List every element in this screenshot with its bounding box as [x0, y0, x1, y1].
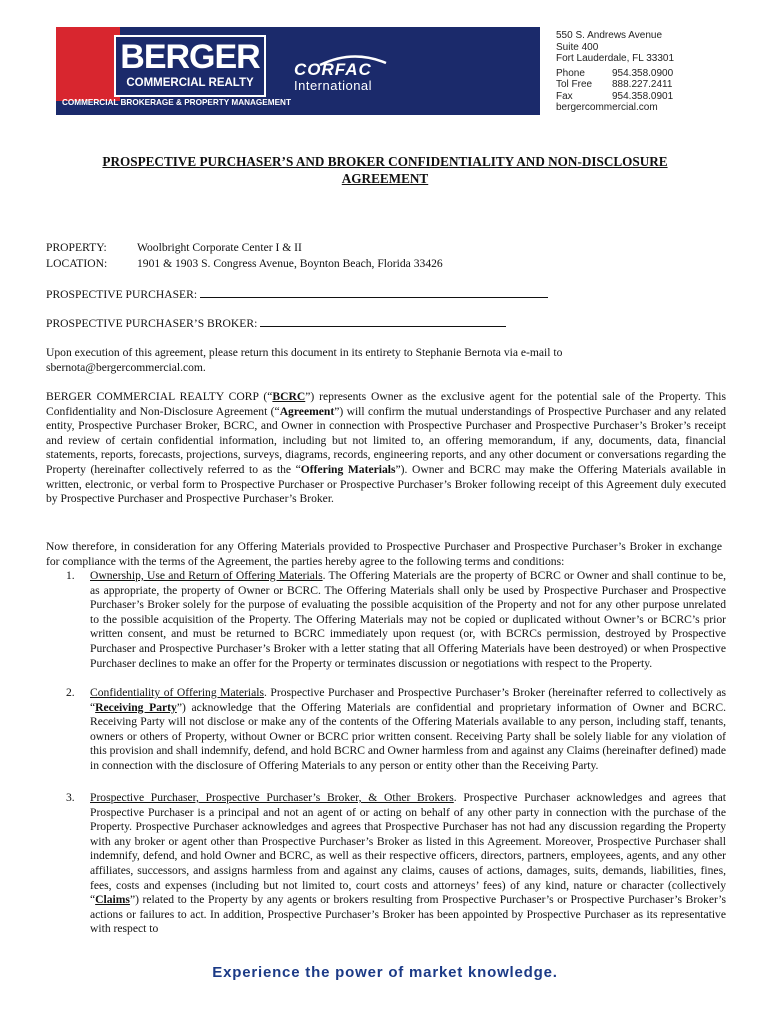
- tollfree-value: 888.227.2411: [612, 79, 673, 91]
- intro-paragraph: [46, 390, 726, 507]
- defined-term-claims: Claims: [95, 893, 130, 907]
- broker-label: PROSPECTIVE PURCHASER’S BROKER:: [46, 317, 258, 330]
- phone-label: Phone: [556, 68, 585, 79]
- list-item: [90, 569, 726, 671]
- footer-tagline: Experience the power of market knowledge.: [212, 964, 558, 981]
- corfac-logo: [294, 61, 394, 93]
- broker-row: [46, 316, 506, 331]
- defined-term-offering-materials: Offering Materials: [300, 462, 396, 476]
- location-row: [46, 256, 443, 271]
- item-number: 2.: [66, 686, 75, 699]
- return-instructions: [46, 346, 736, 375]
- location-value: 1901 & 1903 S. Congress Avenue, Boynton Beach, Florida 33426: [137, 257, 443, 270]
- website: bergercommercial.com: [556, 101, 658, 113]
- corfac-name: CORFAC: [294, 60, 372, 79]
- fax-label: Fax: [556, 90, 573, 102]
- tollfree-row: [556, 79, 673, 90]
- list-item: [90, 791, 726, 937]
- defined-term-agreement: Agreement: [279, 404, 335, 418]
- tollfree-label: Tol Free: [556, 79, 593, 91]
- title-line: AGREEMENT: [341, 171, 429, 186]
- item-heading: Prospective Purchaser, Prospective Purchaser’s Broker, & Other Brokers: [90, 791, 454, 804]
- defined-term-receiving-party: Receiving Party: [95, 700, 177, 714]
- return-email: sbernota@bergercommercial.com.: [46, 360, 206, 374]
- location-label: LOCATION:: [46, 257, 108, 270]
- property-value: Woolbright Corporate Center I & II: [137, 241, 302, 254]
- purchaser-label: PROSPECTIVE PURCHASER:: [46, 288, 198, 301]
- phone-row: [556, 68, 673, 79]
- text-run: BERGER COMMERCIAL REALTY CORP (“: [46, 390, 273, 403]
- corfac-subtitle: International: [294, 78, 373, 93]
- fax-row: [556, 91, 673, 102]
- return-line: Upon execution of this agreement, please return this document in its entirety to Stephanie Bernota via e-mail to: [46, 346, 563, 359]
- title-line: PROSPECTIVE PURCHASER’S AND BROKER CONFIDENTIALITY AND NON-DISCLOSURE: [102, 154, 668, 169]
- address-line: Fort Lauderdale, FL 33301: [556, 53, 675, 64]
- company-contact: [556, 68, 673, 113]
- property-row: [46, 240, 302, 255]
- letterhead-banner: [56, 27, 540, 115]
- text-run: ”) will confirm the mutual understandings of Prospective Purchaser and any related entity, Prospective Purchaser Broker, BCRC, and Owner in connection with Prospective Purchaser and Prospective Purchaser’s Broker’s receipt and review of certain confidential information, including but not limited to, an offering memorandum, if any, documents, data, financial statements, reports, forecasts, projections, surveys, diagrams, records, engineering reports, and any other document or conversations regarding the Property (hereinafter collectively referred to as the “: [46, 404, 727, 476]
- logo-tagline: COMMERCIAL BROKERAGE & PROPERTY MANAGEMENT: [62, 98, 291, 107]
- address-line: Suite 400: [556, 41, 599, 53]
- broker-fill-line[interactable]: [260, 316, 506, 327]
- item-heading: Ownership, Use and Return of Offering Materials: [90, 569, 323, 582]
- purchaser-fill-line[interactable]: [200, 287, 548, 298]
- text-run: ”) acknowledge that the Offering Materials are confidential and proprietary information of Owner and BCRC. Receiving Party will not disclose or make any of the contents of the Offering Materials available to any person, including staff, tenants, owners or others of Property, without Owner or BCRC prior written consent. Receiving Party shall be solely liable for any violation of this provision and shall indemnify, defend, and hold BCRC and Owner harmless from and against any Claims (hereinafter defined) made in connection with the disclosure of Offering Materials to any person or entity other than the Receiving Party.: [90, 700, 726, 772]
- logo-name: BERGER: [120, 38, 260, 76]
- address-line: 550 S. Andrews Avenue: [556, 30, 663, 41]
- text-run: ”) represents Owner as the exclusive agent for the potential sale of the Property. This Confidentiality and Non-Disclosure Agreement (“: [46, 390, 726, 418]
- text-run: . Prospective Purchaser and Prospective Purchaser’s Broker (hereinafter referred to collectively as “: [90, 686, 726, 714]
- text-run: ”). Owner and BCRC may make the Offering Materials available in written, electronic, or verbal form to Prospective Purchaser or Prospective Purchaser’s Broker following receipt of this Agreement duly executed by Prospective Purchaser and Prospective Purchaser’s Broker.: [46, 462, 726, 506]
- berger-logo: [114, 35, 266, 97]
- defined-term-bcrc: BCRC: [272, 390, 306, 403]
- consideration-paragraph: Now therefore, in consideration for any Offering Materials provided to Prospective Purchaser and Prospective Purchaser’s Broker in exchange for compliance with the terms of the Agreement, the parties hereby agree to the following terms and conditions:: [46, 540, 722, 568]
- list-item: [90, 686, 726, 774]
- item-heading: Confidentiality of Offering Materials: [90, 686, 264, 699]
- logo-red-block: [56, 27, 120, 101]
- text-run: . Prospective Purchaser acknowledges and agrees that Prospective Purchaser is a principal and not an agent of or acting on behalf of any other party in connection with the purchase of the Property. Prospective Purchaser acknowledges and agrees that Prospective Purchaser has not had any discussion regarding the Property with any broker or agent other than Prospective Purchaser’s Broker as listed in this Agreement. Moreover, Prospective Purchaser shall indemnify, defend, and hold Owner and BCRC, as well as their respective officers, directors, partners, employees, agents, and any other affiliates, successors, and assigns harmless from and against any claims, causes of actions, damages, suits, demands, liabilities, fines, fees, costs and expenses (including but not limited to, court costs and attorneys’ fees) of any kind, nature or character (collectively “: [90, 791, 726, 907]
- phone-value: 954.358.0900: [612, 68, 674, 79]
- document-title: [40, 153, 730, 187]
- item-number: 1.: [66, 569, 75, 582]
- text-run: ”) related to the Property by any agents or brokers resulting from Prospective Purchaser’s or Prospective Purchaser’s Broker’s actions or failures to act. In addition, Prospective Purchaser’s Broker has been appointed by Prospective Purchaser as its representative with respect to: [90, 893, 726, 936]
- fax-value: 954.358.0901: [612, 90, 674, 102]
- item-number: 3.: [66, 791, 75, 804]
- text-run: . The Offering Materials are the property of BCRC or Owner and shall continue to be, as appropriate, the property of Owner or BCRC. The Offering Materials shall only be used by Prospective Purchaser and Prospective Purchaser’s Broker solely for the purpose of evaluating the possible acquisition of the Property and not for any other purpose unrelated to the possible acquisition of the Property. The Offering Materials may not be copied or duplicated without Owner’s or BCRC’s prior written consent, and must be returned to BCRC immediately upon request (or, with BCRCs permission, destroyed by Prospective Purchaser and Prospective Purchaser’s Broker with a letter stating that all Offering Materials have been destroyed) or when Prospective Purchaser declines to make an offer for the Property or terminates discussion or negotiations with respect to the Property.: [90, 569, 727, 670]
- company-address: [556, 30, 674, 65]
- purchaser-row: [46, 287, 548, 302]
- property-label: PROPERTY:: [46, 241, 107, 254]
- logo-subtitle: COMMERCIAL REALTY: [126, 77, 254, 89]
